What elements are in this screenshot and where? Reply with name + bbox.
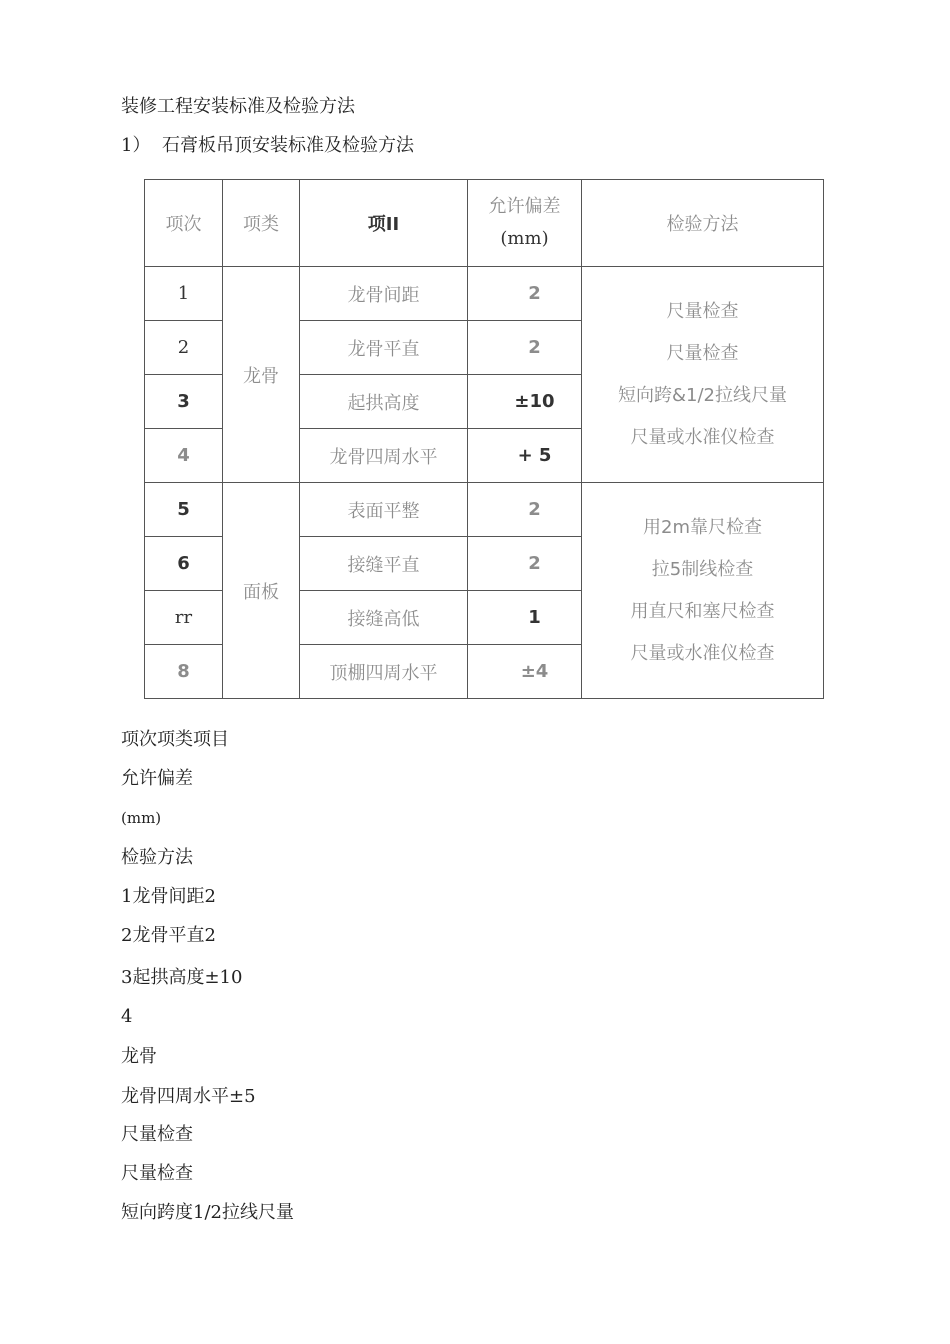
section-title: 石膏板吊顶安装标准及检验方法	[162, 135, 414, 156]
text-line: 尺量检查	[121, 1163, 193, 1184]
row-item: 接缝平直	[300, 537, 468, 591]
method-line: 尺量或水准仪检查	[630, 426, 775, 448]
text-line: 允许偏差	[121, 768, 193, 789]
row-item: 顶棚四周水平	[300, 645, 468, 699]
method-line: 用直尺和塞尺检查	[630, 600, 775, 622]
document-title: 装修工程安装标准及检验方法	[121, 96, 355, 117]
header-tolerance-label: 允许偏差	[488, 196, 561, 217]
row-item: 接缝高低	[300, 591, 468, 645]
table-row	[145, 483, 824, 537]
category-panel: 面板	[223, 483, 300, 699]
text-line: 4	[121, 1006, 133, 1027]
header-tolerance-unit: (mm)	[500, 228, 549, 249]
row-tolerance: ±10	[468, 375, 582, 429]
method-line: 拉5制线检查	[651, 558, 754, 580]
header-tolerance	[468, 180, 582, 267]
text-line: 短向跨度1/2拉线尺量	[121, 1202, 294, 1223]
table-header-row	[145, 180, 824, 267]
row-tolerance: 2	[468, 321, 582, 375]
row-item: 龙骨平直	[300, 321, 468, 375]
text-line: 3起拱高度±10	[121, 967, 243, 988]
section-number: 1）	[121, 135, 151, 156]
method-line: 尺量检查	[666, 300, 739, 322]
row-item: 表面平整	[300, 483, 468, 537]
text-line: 尺量检查	[121, 1124, 193, 1145]
row-index: 1	[145, 267, 223, 321]
row-tolerance: 2	[468, 483, 582, 537]
row-tolerance: 2	[468, 537, 582, 591]
method-keel	[582, 267, 824, 483]
header-index: 项次	[145, 180, 223, 267]
row-index: rr	[145, 591, 223, 645]
text-line: 检验方法	[121, 847, 193, 868]
row-item: 起拱高度	[300, 375, 468, 429]
text-line: (mm)	[121, 809, 162, 827]
method-panel	[582, 483, 824, 699]
text-line: 1龙骨间距2	[121, 886, 216, 907]
category-keel: 龙骨	[223, 267, 300, 483]
header-category: 项类	[223, 180, 300, 267]
text-line: 2龙骨平直2	[121, 925, 216, 946]
header-method: 检验方法	[582, 180, 824, 267]
row-item: 龙骨四周水平	[300, 429, 468, 483]
header-item: 项II	[300, 180, 468, 267]
text-line: 龙骨四周水平±5	[121, 1086, 256, 1107]
row-tolerance: 1	[468, 591, 582, 645]
row-tolerance: + 5	[468, 429, 582, 483]
method-line: 尺量或水准仪检查	[630, 642, 775, 664]
row-index: 4	[145, 429, 223, 483]
row-item: 龙骨间距	[300, 267, 468, 321]
text-line: 龙骨	[121, 1046, 157, 1067]
table-row	[145, 267, 824, 321]
row-index: 6	[145, 537, 223, 591]
text-line: 项次项类项目	[121, 729, 229, 750]
method-line: 尺量检查	[666, 342, 739, 364]
row-tolerance: 2	[468, 267, 582, 321]
row-index: 2	[145, 321, 223, 375]
row-index: 5	[145, 483, 223, 537]
row-tolerance: ±4	[468, 645, 582, 699]
spec-table	[144, 179, 824, 699]
row-index: 3	[145, 375, 223, 429]
method-line: 用2m靠尺检查	[643, 516, 762, 538]
row-index: 8	[145, 645, 223, 699]
method-line: 短向跨&1/2拉线尺量	[617, 384, 787, 406]
